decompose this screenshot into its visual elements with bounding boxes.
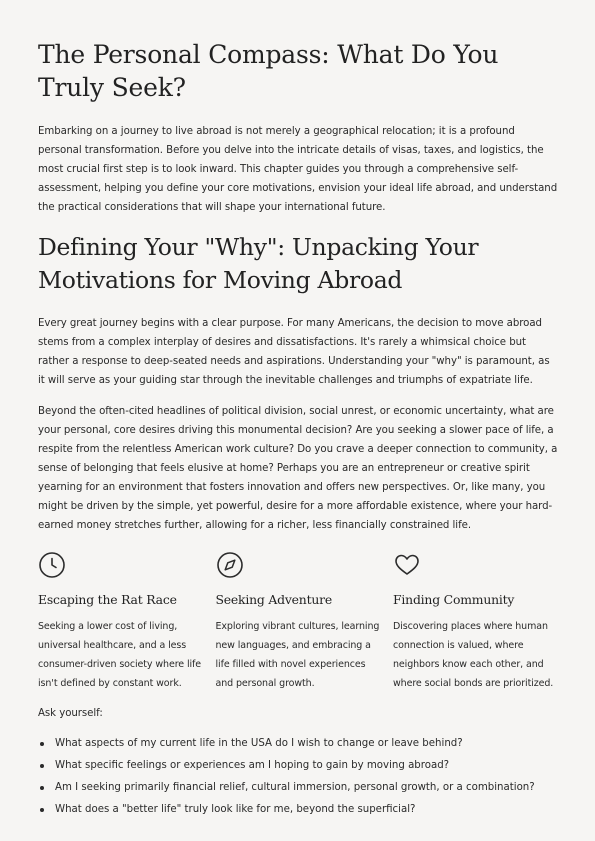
- card-text: Exploring vibrant cultures, learning new languages, and embracing a life filled with novel experiences and personal growth.: [215, 621, 380, 689]
- card-title: Finding Community: [393, 592, 515, 607]
- compass-icon: [216, 551, 244, 579]
- bullet-icon: [40, 764, 44, 768]
- document-page: [38, 38, 558, 821]
- question-list: [38, 733, 558, 821]
- section-paragraph-2: Beyond the often-cited headlines of political division, social unrest, or economic uncertainty, what are your personal, core desires driving this monumental decision? Are you seeking a slower pace of life, a respite from the relentless American work culture? Do you crave a deeper connection to community, a sense of belonging that feels elusive at home? Perhaps you are an entrepreneur or creative spirit yearning for an environment that fosters innovation and offers new perspectives. Or, like many, you might be driven by the simple, yet powerful, desire for a more affordable existence, where your hard-earned money stretches further, allowing for a richer, less financially constrained life.: [38, 406, 558, 531]
- motivation-card-community: [393, 551, 558, 693]
- heart-icon: [393, 551, 421, 579]
- question-text: What does a "better life" truly look like for me, beyond the superficial?: [55, 804, 416, 815]
- bullet-icon: [40, 808, 44, 812]
- bullet-icon: [40, 786, 44, 790]
- page-title: The Personal Compass: What Do You Truly Seek?: [38, 40, 499, 102]
- bullet-icon: [40, 742, 44, 746]
- list-item: [38, 733, 558, 755]
- motivation-card-escaping: [38, 551, 203, 693]
- section-heading: Defining Your "Why": Unpacking Your Motivations for Moving Abroad: [38, 233, 479, 294]
- question-text: What specific feelings or experiences am I hoping to gain by moving abroad?: [55, 760, 450, 771]
- list-item: [38, 777, 558, 799]
- card-title: Escaping the Rat Race: [38, 592, 177, 607]
- intro-paragraph: Embarking on a journey to live abroad is not merely a geographical relocation; it is a profound personal transformation. Before you delve into the intricate details of visas, taxes, and logistics, the most crucial first step is to look inward. This chapter guides you through a comprehensive self-assessment, helping you define your core motivations, envision your ideal life abroad, and understand the practical considerations that will shape your international future.: [38, 126, 558, 213]
- question-text: Am I seeking primarily financial relief, cultural immersion, personal growth, or a combination?: [55, 782, 535, 793]
- motivation-card-adventure: [216, 551, 381, 693]
- clock-icon: [38, 551, 66, 579]
- card-text: Discovering places where human connection is valued, where neighbors know each other, and where social bonds are prioritized.: [393, 621, 554, 689]
- card-title: Seeking Adventure: [215, 592, 332, 607]
- list-item: [38, 755, 558, 777]
- section-paragraph-1: Every great journey begins with a clear purpose. For many Americans, the decision to move abroad stems from a complex interplay of desires and dissatisfactions. It's rarely a whimsical choice but rather a response to deep-seated needs and aspirations. Understanding your "why" is paramount, as it will serve as your guiding star through the inevitable challenges and triumphs of expatriate life.: [38, 318, 550, 386]
- question-text: What aspects of my current life in the USA do I wish to change or leave behind?: [55, 738, 463, 749]
- list-item: [38, 799, 558, 821]
- ask-yourself-label: Ask yourself:: [38, 708, 103, 719]
- motivation-cards: [38, 551, 558, 693]
- card-text: Seeking a lower cost of living, universal healthcare, and a less consumer-driven society where life isn't defined by constant work.: [38, 621, 202, 689]
